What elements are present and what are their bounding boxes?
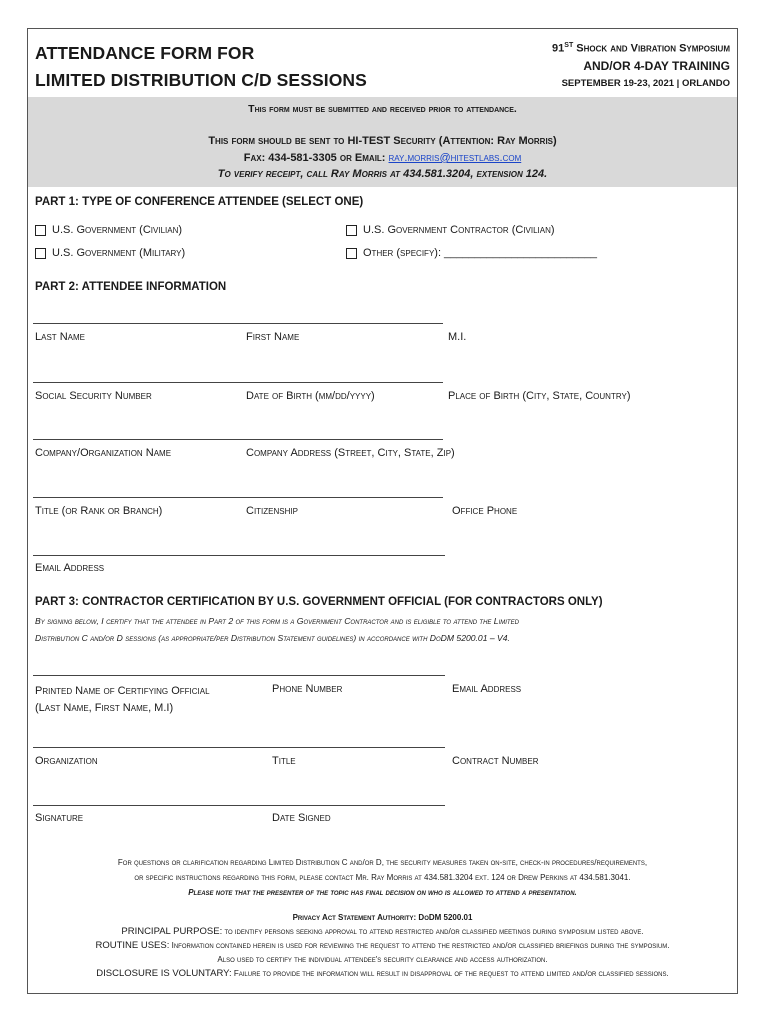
event-line-2: AND/OR 4-DAY TRAINING	[583, 58, 730, 73]
part1-heading: PART 1: TYPE OF CONFERENCE ATTENDEE (SELECT ONE)	[35, 196, 364, 208]
dob-field[interactable]: Date of Birth (mm/dd/yyyy)	[246, 390, 375, 402]
title-line-1: ATTENDANCE FORM FOR	[35, 43, 255, 63]
citizenship-field[interactable]: Citizenship	[246, 505, 298, 517]
divider	[33, 675, 445, 676]
cert-line-1: By signing below, I certify that the attendee in Part 2 of this form is a Government Contractor and is eligible to attend the Limited	[35, 616, 519, 626]
event-line-1: 91ST Shock and Vibration Symposium	[552, 42, 730, 55]
checkbox[interactable]	[35, 248, 46, 259]
event-info	[552, 37, 730, 92]
banner-line-2: This form should be sent to HI-TEST Security (Attention: Ray Morris)	[208, 135, 557, 147]
organization-field[interactable]: Organization	[35, 755, 98, 767]
office-phone-field[interactable]: Office Phone	[452, 505, 518, 517]
divider	[33, 555, 445, 556]
divider	[33, 805, 445, 806]
signature-field[interactable]: Signature	[35, 812, 84, 824]
title-field[interactable]: Title (or Rank or Branch)	[35, 505, 163, 517]
event-line-3: SEPTEMBER 19-23, 2021 | ORLANDO	[561, 77, 730, 89]
option-other[interactable]: Other (specify): _________________________	[346, 247, 597, 259]
contract-number-field[interactable]: Contract Number	[452, 755, 539, 767]
email-link[interactable]: ray.morris@hitestlabs.com	[388, 152, 522, 164]
banner-line-4: To verify receipt, call Ray Morris at 434.581.3204, extension 124.	[217, 168, 548, 180]
part3-heading: PART 3: CONTRACTOR CERTIFICATION BY U.S. GOVERNMENT OFFICIAL (FOR CONTRACTORS ONLY)	[35, 596, 603, 608]
instructions-banner	[28, 97, 737, 187]
first-name-field[interactable]: First Name	[246, 331, 300, 343]
checkbox[interactable]	[346, 225, 357, 236]
divider	[33, 497, 443, 498]
pob-field[interactable]: Place of Birth (City, State, Country)	[448, 390, 631, 402]
divider	[33, 439, 443, 440]
phone-number-field[interactable]: Phone Number	[272, 683, 343, 695]
privacy-act-statement	[28, 911, 737, 981]
certification-statement	[35, 613, 735, 647]
cert-title-field[interactable]: Title	[272, 755, 296, 767]
checkbox[interactable]	[35, 225, 46, 236]
disclosure: DISCLOSURE IS VOLUNTARY: Failure to provide the information will result in disapproval of the request to attend limited and/or classified sessions.	[96, 968, 669, 979]
routine-uses: ROUTINE USES: Information contained herein is used for reviewing the request to attend the restricted and/or classified briefings during the symposium.	[95, 940, 670, 951]
privacy-title: Privacy Act Statement Authority: DoDM 5200.01	[292, 913, 473, 922]
mi-field[interactable]: M.I.	[448, 331, 467, 343]
cert-email-field[interactable]: Email Address	[452, 683, 522, 695]
cert-line-2: Distribution C and/or D sessions (as appropriate/per Distribution Statement guidelines) in accordance with DoDM 5200.01 – V4.	[35, 633, 510, 643]
part2-heading: PART 2: ATTENDEE INFORMATION	[35, 281, 227, 293]
option-gov-contractor[interactable]: U.S. Government Contractor (Civilian)	[346, 224, 555, 236]
last-name-field[interactable]: Last Name	[35, 331, 86, 343]
printed-name-field[interactable]: Printed Name of Certifying Official (Last Name, First Name, M.I)	[35, 685, 210, 714]
title-line-2: LIMITED DISTRIBUTION C/D SESSIONS	[35, 70, 367, 90]
divider	[33, 747, 445, 748]
option-gov-military[interactable]: U.S. Government (Military)	[35, 247, 185, 259]
ssn-field[interactable]: Social Security Number	[35, 390, 152, 402]
routine-uses-line2: Also used to certify the individual attendee's security clearance and access authorization.	[217, 955, 548, 964]
banner-line-1: This form must be submitted and received prior to attendance.	[248, 103, 517, 115]
divider	[33, 323, 443, 324]
option-gov-civilian[interactable]: U.S. Government (Civilian)	[35, 224, 182, 236]
company-field[interactable]: Company/Organization Name	[35, 447, 172, 459]
email-field[interactable]: Email Address	[35, 562, 105, 574]
divider	[33, 382, 443, 383]
banner-line-3: Fax: 434-581-3305 or Email: ray.morris@hitestlabs.com	[243, 152, 522, 164]
company-address-field[interactable]: Company Address (Street, City, State, Zip)	[246, 447, 455, 459]
contact-info: For questions or clarification regarding Limited Distribution C and/or D, the security measures taken on-site, check-in procedures/requirements, or specific instructions regarding this form, please contact Mr. Ray Morris at 434.581.3204 ext. 124 or Drew Perkins at 434.581.3041. Please note that the presenter of the topic has final decision on who is allowed to attend a presentation.	[117, 858, 648, 897]
checkbox[interactable]	[346, 248, 357, 259]
form-title	[35, 40, 367, 94]
date-signed-field[interactable]: Date Signed	[272, 812, 331, 824]
principal-purpose: PRINCIPAL PURPOSE: to identify persons seeking approval to attend restricted and/or classified meetings during symposium listed above.	[121, 926, 644, 937]
